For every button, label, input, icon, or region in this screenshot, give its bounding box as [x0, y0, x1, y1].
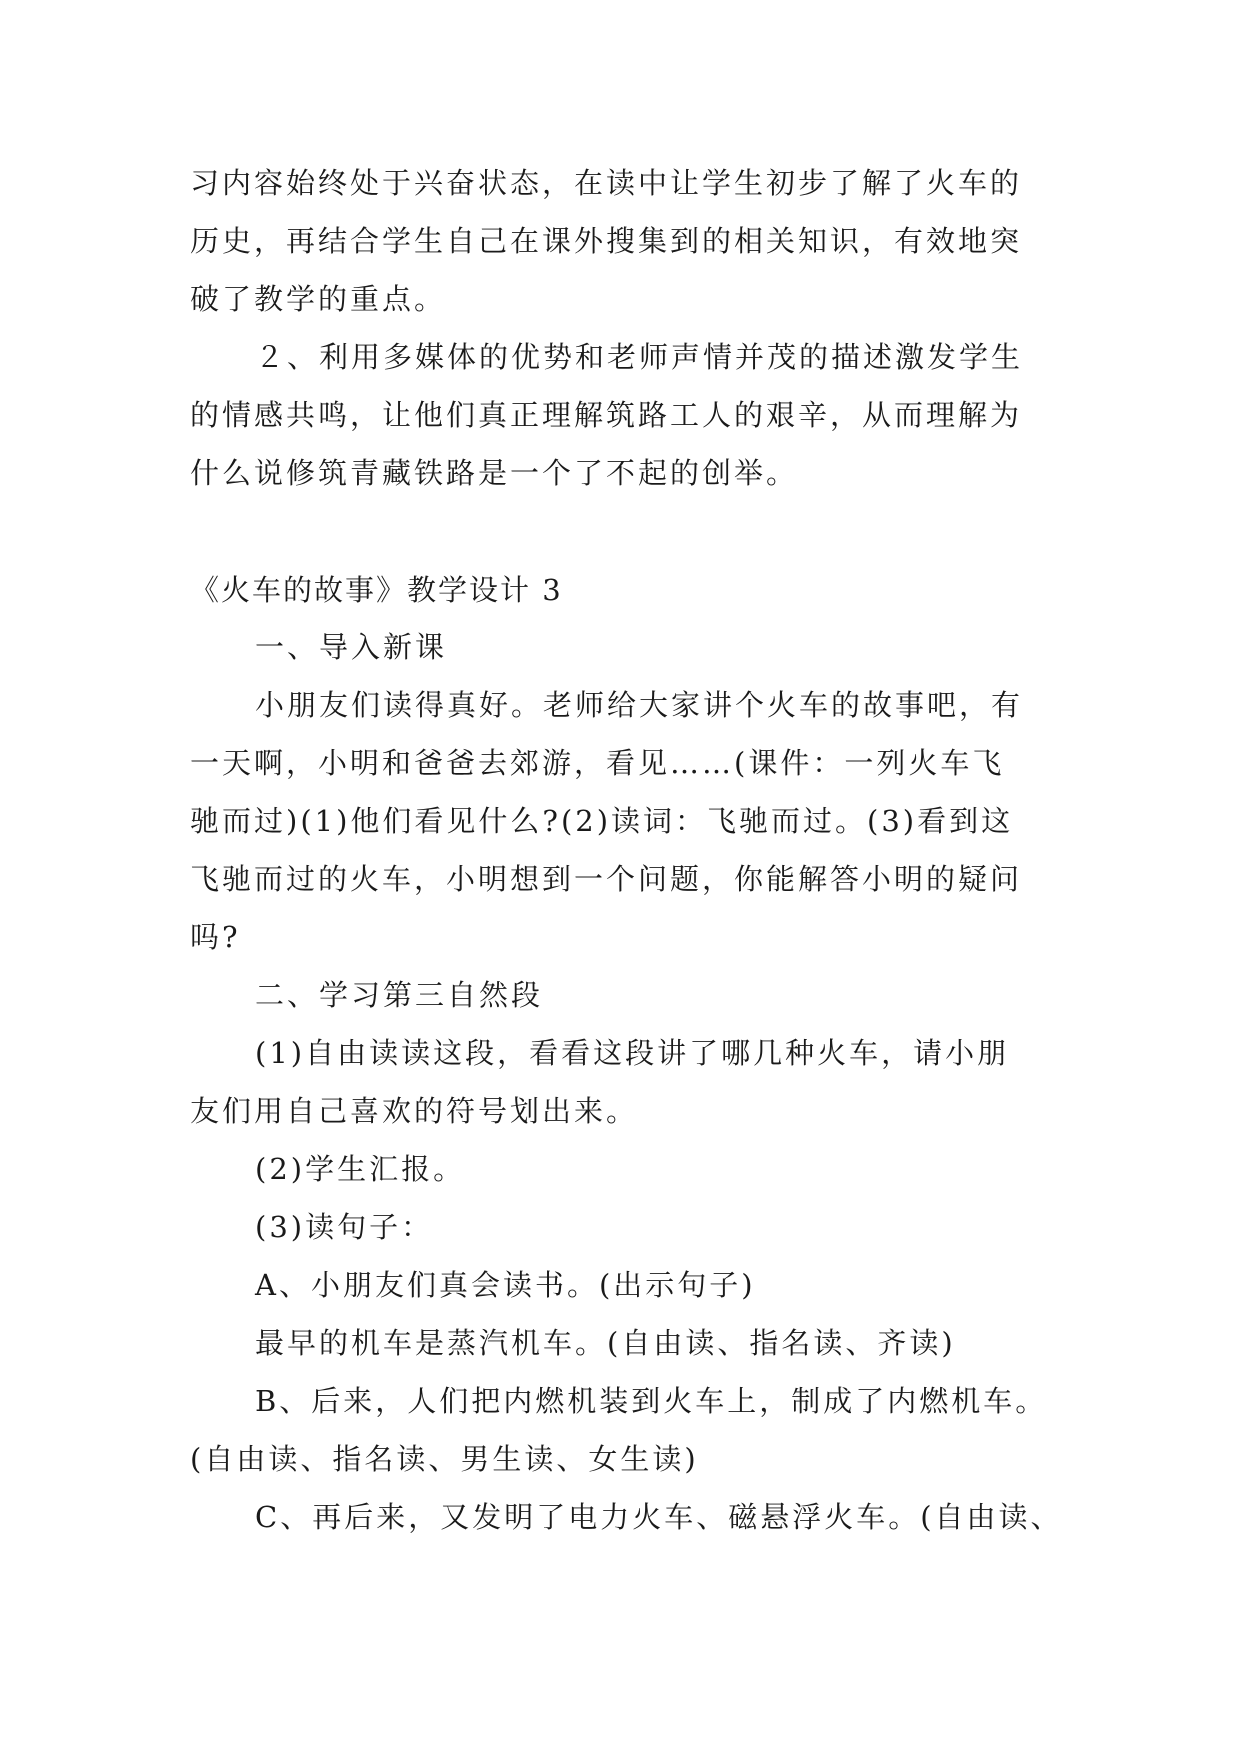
- paragraph-line: (3)读句子：: [255, 1210, 434, 1244]
- paragraph-line: 吗?: [190, 920, 241, 954]
- paragraph-line: 小朋友们读得真好。老师给大家讲个火车的故事吧，有: [255, 688, 1024, 722]
- paragraph-line: 友们用自己喜欢的符号划出来。: [190, 1094, 639, 1128]
- paragraph-line: 一天啊，小明和爸爸去郊游，看见……(课件：一列火车飞: [190, 746, 1005, 780]
- paragraph-line: 的情感共鸣，让他们真正理解筑路工人的艰辛，从而理解为: [190, 398, 1023, 432]
- paragraph-line: B、后来，人们把内燃机装到火车上，制成了内燃机车。: [255, 1384, 1048, 1418]
- paragraph-line: 历史，再结合学生自己在课外搜集到的相关知识，有效地突: [190, 224, 1023, 258]
- paragraph-line: ２、利用多媒体的优势和老师声情并茂的描述激发学生: [255, 340, 1024, 374]
- paragraph-line: 最早的机车是蒸汽机车。(自由读、指名读、齐读): [255, 1326, 956, 1360]
- paragraph-line: 什么说修筑青藏铁路是一个了不起的创举。: [190, 456, 799, 490]
- paragraph-line: C、再后来，又发明了电力火车、磁悬浮火车。(自由读、: [255, 1500, 1063, 1534]
- paragraph-line: (1)自由读读这段，看看这段讲了哪几种火车，请小朋: [255, 1036, 1010, 1070]
- paragraph-line: A、小朋友们真会读书。(出示句子): [255, 1268, 756, 1302]
- paragraph-line: (2)学生汇报。: [255, 1152, 466, 1186]
- paragraph-line: 飞驰而过的火车，小明想到一个问题，你能解答小明的疑问: [190, 862, 1023, 896]
- paragraph-line: (自由读、指名读、男生读、女生读): [190, 1442, 699, 1476]
- heading-line: 二、学习第三自然段: [255, 978, 544, 1012]
- paragraph-line: 习内容始终处于兴奋状态，在读中让学生初步了解了火车的: [190, 166, 1023, 200]
- paragraph-line: 驰而过)(1)他们看见什么?(2)读词：飞驰而过。(3)看到这: [190, 804, 1014, 838]
- heading-line: 一、导入新课: [255, 630, 448, 664]
- paragraph-line: 破了教学的重点。: [190, 282, 447, 316]
- section-title: 《火车的故事》教学设计 3: [190, 573, 563, 607]
